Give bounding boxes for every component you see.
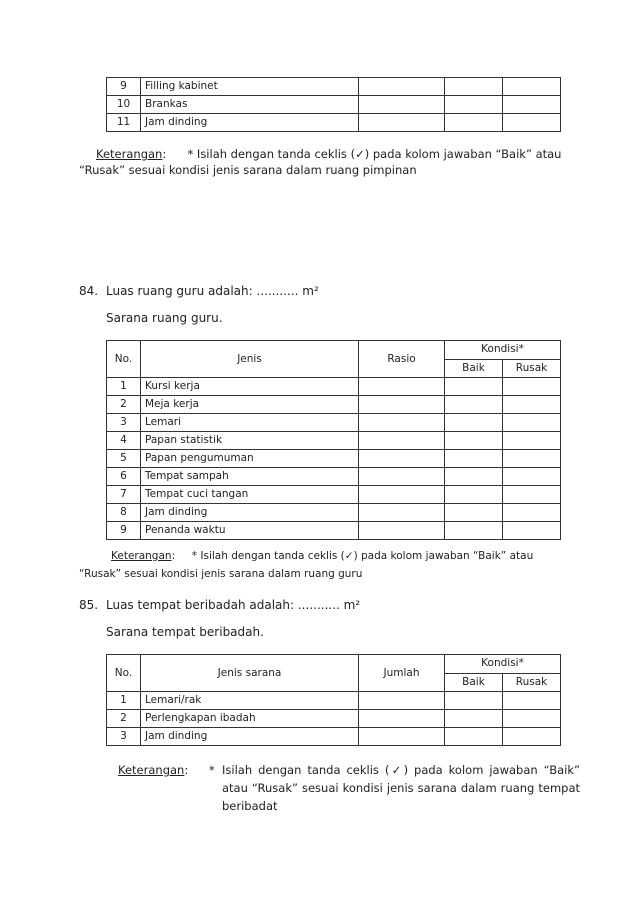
header-jenis: Jenis [141, 341, 359, 378]
pimpinan-note-line1: Keterangan: * Isilah dengan tanda ceklis (✓) pada kolom jawaban “Baik” atau [96, 147, 562, 161]
header-kondisi: Kondisi* [445, 341, 561, 360]
cell-no: 11 [107, 114, 141, 132]
cell-rusak [503, 486, 561, 504]
cell-rusak [503, 450, 561, 468]
table-row [107, 396, 561, 414]
table-row [107, 504, 561, 522]
cell-rusak [503, 728, 561, 746]
cell-rusak [503, 710, 561, 728]
cell-rusak [503, 96, 561, 114]
table-row [107, 96, 561, 114]
cell-baik [445, 468, 503, 486]
table-row [107, 432, 561, 450]
cell-jenis: Lemari/rak [141, 692, 359, 710]
cell-baik [445, 710, 503, 728]
table-row [107, 78, 561, 96]
note-text: * Isilah dengan tanda ceklis (✓) pada kolom jawaban “Baik” atau [187, 147, 562, 161]
table-row [107, 114, 561, 132]
cell-empty [359, 78, 445, 96]
tempat-beribadah-table [106, 654, 561, 746]
cell-rusak [503, 432, 561, 450]
cell-baik [445, 504, 503, 522]
question-84-number: 84. [79, 284, 99, 298]
cell-jenis: Papan statistik [141, 432, 359, 450]
cell-empty [359, 414, 445, 432]
cell-no: 8 [107, 504, 141, 522]
pimpinan-note-line2: “Rusak” sesuai kondisi jenis sarana dalam ruang pimpinan [79, 163, 417, 177]
cell-baik [445, 378, 503, 396]
cell-rusak [503, 692, 561, 710]
cell-empty [359, 728, 445, 746]
header-no: No. [107, 655, 141, 692]
table-row [107, 486, 561, 504]
q85-note-text: Isilah dengan tanda ceklis (✓) pada kolom jawaban “Baik” atau “Rusak” sesuai kondisi jenis sarana dalam ruang tempat beribadat [222, 763, 580, 813]
cell-baik [445, 692, 503, 710]
q84-note-line2: “Rusak” sesuai kondisi jenis sarana dalam ruang guru [79, 568, 363, 580]
cell-rusak [503, 522, 561, 540]
cell-no: 3 [107, 414, 141, 432]
cell-no: 9 [107, 78, 141, 96]
cell-jenis: Filling kabinet [141, 78, 359, 96]
header-rasio: Rasio [359, 341, 445, 378]
ruang-guru-table [106, 340, 561, 540]
cell-baik [445, 396, 503, 414]
table-row [107, 692, 561, 710]
cell-rusak [503, 396, 561, 414]
cell-no: 2 [107, 396, 141, 414]
cell-rusak [503, 114, 561, 132]
cell-jenis: Lemari [141, 414, 359, 432]
cell-empty [359, 486, 445, 504]
note-text: * Isilah dengan tanda ceklis (✓) pada kolom jawaban “Baik” atau [191, 550, 534, 562]
header-no: No. [107, 341, 141, 378]
question-84-subtitle: Sarana ruang guru. [106, 311, 223, 325]
table-row [107, 728, 561, 746]
pimpinan-table [106, 77, 561, 132]
cell-rusak [503, 414, 561, 432]
cell-baik [445, 114, 503, 132]
q85-note-star: * [209, 763, 215, 777]
cell-no: 6 [107, 468, 141, 486]
cell-empty [359, 378, 445, 396]
cell-empty [359, 522, 445, 540]
cell-jenis: Penanda waktu [141, 522, 359, 540]
table-row [107, 378, 561, 396]
cell-no: 7 [107, 486, 141, 504]
cell-jenis: Perlengkapan ibadah [141, 710, 359, 728]
header-rusak: Rusak [503, 673, 561, 692]
header-baik: Baik [445, 359, 503, 378]
table-row [107, 414, 561, 432]
cell-empty [359, 114, 445, 132]
cell-no: 4 [107, 432, 141, 450]
header-kondisi: Kondisi* [445, 655, 561, 674]
table-row [107, 450, 561, 468]
table-row [107, 522, 561, 540]
cell-jenis: Jam dinding [141, 114, 359, 132]
cell-no: 3 [107, 728, 141, 746]
cell-baik [445, 450, 503, 468]
cell-jenis: Kursi kerja [141, 378, 359, 396]
cell-no: 5 [107, 450, 141, 468]
cell-rusak [503, 378, 561, 396]
cell-baik [445, 486, 503, 504]
cell-rusak [503, 78, 561, 96]
cell-baik [445, 522, 503, 540]
cell-empty [359, 504, 445, 522]
question-85-subtitle: Sarana tempat beribadah. [106, 625, 264, 639]
cell-jenis: Tempat sampah [141, 468, 359, 486]
question-85-text: Luas tempat beribadah adalah: ........... m² [106, 598, 361, 612]
header-jenis-sarana: Jenis sarana [141, 655, 359, 692]
cell-no: 9 [107, 522, 141, 540]
q84-note-line1: Keterangan: * Isilah dengan tanda ceklis (✓) pada kolom jawaban “Baik” atau [111, 550, 534, 562]
cell-no: 10 [107, 96, 141, 114]
table-row [107, 468, 561, 486]
cell-jenis: Jam dinding [141, 504, 359, 522]
cell-empty [359, 710, 445, 728]
header-jumlah: Jumlah [359, 655, 445, 692]
cell-baik [445, 78, 503, 96]
cell-rusak [503, 468, 561, 486]
cell-baik [445, 728, 503, 746]
q85-note-label: Keterangan: [118, 763, 189, 777]
cell-no: 1 [107, 378, 141, 396]
cell-jenis: Tempat cuci tangan [141, 486, 359, 504]
table-row [107, 710, 561, 728]
keterangan-label: Keterangan [96, 147, 163, 161]
header-baik: Baik [445, 673, 503, 692]
cell-no: 2 [107, 710, 141, 728]
cell-empty [359, 96, 445, 114]
cell-empty [359, 692, 445, 710]
cell-jenis: Meja kerja [141, 396, 359, 414]
cell-jenis: Jam dinding [141, 728, 359, 746]
cell-no: 1 [107, 692, 141, 710]
question-84-text: Luas ruang guru adalah: ........... m² [106, 284, 319, 298]
keterangan-label: Keterangan [111, 550, 172, 562]
cell-empty [359, 450, 445, 468]
cell-baik [445, 432, 503, 450]
question-85-number: 85. [79, 598, 99, 612]
cell-jenis: Brankas [141, 96, 359, 114]
cell-rusak [503, 504, 561, 522]
header-rusak: Rusak [503, 359, 561, 378]
keterangan-label: Keterangan [118, 763, 185, 777]
cell-empty [359, 468, 445, 486]
cell-empty [359, 432, 445, 450]
cell-baik [445, 96, 503, 114]
cell-jenis: Papan pengumuman [141, 450, 359, 468]
cell-empty [359, 396, 445, 414]
cell-baik [445, 414, 503, 432]
